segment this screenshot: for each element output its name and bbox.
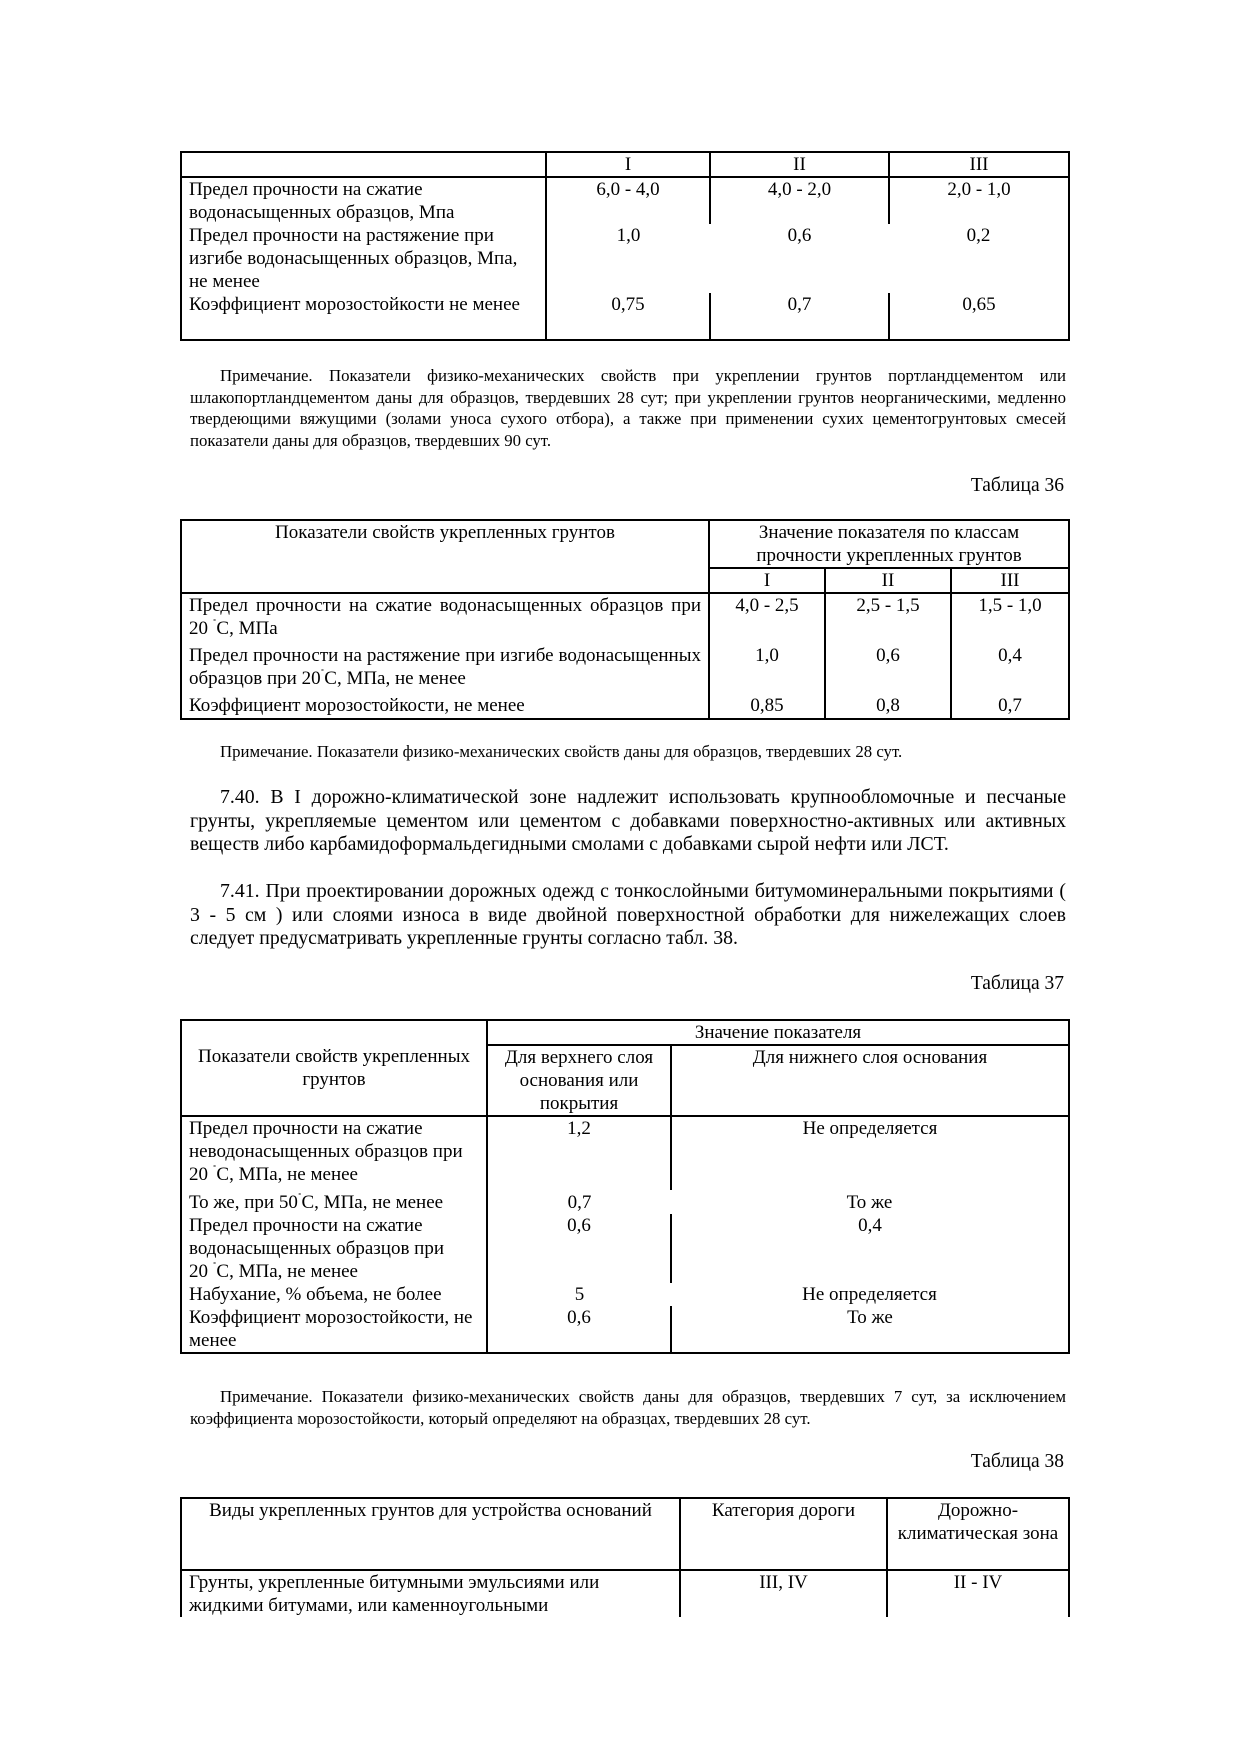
column-header: Показатели свойств укрепленных грунтов <box>181 520 709 593</box>
column-header: Виды укрепленных грунтов для устройства оснований <box>181 1498 680 1570</box>
table-35 <box>180 151 1068 341</box>
cell-value: 4,0 - 2,0 <box>710 177 889 224</box>
group-header: Значение показателя <box>487 1020 1069 1045</box>
note-table-37: Примечание. Показатели физико-механических свойств даны для образцов, твердевших 7 сут, за исключением коэффициента морозостойкости, который определяют на образцах, твердевших 28 сут. <box>190 1387 1066 1428</box>
table-row <box>181 1214 1069 1283</box>
class-header: I <box>546 152 710 177</box>
row-label: Коэффициент морозостойкости, не менее <box>181 694 709 719</box>
cell-value: 0,6 <box>487 1214 671 1283</box>
table-row <box>181 1283 1069 1306</box>
column-header: Для нижнего слоя основания <box>671 1045 1069 1116</box>
group-header: Значение показателя по классам прочности укрепленных грунтов <box>709 520 1069 568</box>
table-row <box>181 293 1069 340</box>
row-label: Предел прочности на растяжение при изгибе водонасыщенных образцов при 20˚С, МПа, не менее <box>181 644 709 694</box>
class-header: I <box>709 568 825 593</box>
class-header: III <box>951 568 1069 593</box>
table-header-row <box>181 1498 1069 1570</box>
column-header: Категория дороги <box>680 1498 887 1570</box>
cell-value: 6,0 - 4,0 <box>546 177 710 224</box>
cell-value: 1,5 - 1,0 <box>951 593 1069 644</box>
cell-value: То же <box>671 1306 1069 1353</box>
cell-value: 0,2 <box>889 224 1069 293</box>
paragraph-7-41: 7.41. При проектировании дорожных одежд с тонкослойными битумоминеральными покрытиями ( 3 - 5 см ) или слоями износа в виде двойной поверхностной обработки для нижележащих слоев следует предусматривать укрепленные грунты согласно табл. 38. <box>190 880 1066 949</box>
table-row <box>181 1306 1069 1353</box>
cell-value: 0,4 <box>671 1214 1069 1283</box>
table-row <box>181 593 1069 644</box>
cell-value: 0,8 <box>825 694 951 719</box>
cell-value: 0,6 <box>487 1306 671 1353</box>
cell-value: 0,85 <box>709 694 825 719</box>
cell-value: 1,2 <box>487 1116 671 1190</box>
cell-value: 5 <box>574 1284 585 1305</box>
cell-value: Не определяется <box>671 1283 1069 1306</box>
row-label: Коэффициент морозостойкости не менее <box>181 293 546 340</box>
cell-value: 0,6 <box>825 644 951 694</box>
table-caption-36: Таблица 36 <box>970 475 1064 496</box>
cell-value: II - IV <box>887 1570 1069 1617</box>
table-row <box>181 224 1069 293</box>
column-header: Показатели свойств укрепленных грунтов <box>181 1020 487 1116</box>
table-row <box>181 644 1069 694</box>
row-label: Грунты, укрепленные битумными эмульсиями или жидкими битумами, или каменноугольными <box>181 1570 680 1617</box>
table-36 <box>180 519 1068 720</box>
table-caption-37: Таблица 37 <box>970 973 1064 994</box>
note-table-36: Примечание. Показатели физико-механических свойств даны для образцов, твердевших 28 сут. <box>220 742 903 761</box>
row-label: Предел прочности на сжатие водонасыщенных образцов при 20 ˚С, МПа, не менее <box>181 1214 487 1283</box>
row-label: Набухание, % объема, не более <box>181 1283 487 1306</box>
cell-value: 0,4 <box>951 644 1069 694</box>
column-header: Для верхнего слоя основания или покрытия <box>487 1045 671 1116</box>
table-row <box>181 177 1069 224</box>
cell-value: 0,6 <box>787 225 812 246</box>
row-label: То же, при 50˚С, МПа, не менее <box>181 1190 487 1214</box>
class-header: III <box>889 152 1069 177</box>
row-label: Предел прочности на сжатие неводонасыщенных образцов при 20 ˚С, МПа, не менее <box>181 1116 487 1190</box>
cell-value: 0,7 <box>567 1192 592 1213</box>
table-row <box>181 1190 1069 1214</box>
table-caption-38: Таблица 38 <box>970 1451 1064 1472</box>
row-label: Предел прочности на сжатие водонасыщенных образцов при 20 ˚С, МПа <box>181 593 709 644</box>
row-label: Коэффициент морозостойкости, не менее <box>181 1306 487 1353</box>
cell-value: 1,0 <box>616 225 641 246</box>
cell-value: 0,75 <box>546 293 710 340</box>
class-header: II <box>825 568 951 593</box>
cell-value: 2,0 - 1,0 <box>889 177 1069 224</box>
table-header-row <box>181 520 1069 568</box>
note-table-35: Примечание. Показатели физико-механических свойств при укреплении грунтов портландцементом или шлакопортландцементом даны для образцов, твердевших 28 сут; при укреплении грунтов неорганическими, медленно твердеющими вяжущими (золами уноса сухого отбора), а также при применении сухих цементогрунтовых смесей показатели даны для образцов, твердевших 90 сут. <box>190 366 1066 450</box>
table-row <box>181 1570 1069 1617</box>
column-header: Дорожно-климатическая зона <box>887 1498 1069 1570</box>
table-header-row <box>181 1020 1069 1045</box>
table-38 <box>180 1497 1068 1617</box>
cell-value: 1,0 <box>709 644 825 694</box>
cell-value: 2,5 - 1,5 <box>825 593 951 644</box>
cell-value: 0,65 <box>889 293 1069 340</box>
cell-value: III, IV <box>680 1570 887 1617</box>
row-label: Предел прочности на сжатие водонасыщенных образцов, Мпа <box>181 177 546 224</box>
table-row <box>181 694 1069 719</box>
row-label: Предел прочности на растяжение при изгибе водонасыщенных образцов, Мпа, не менее <box>181 224 546 293</box>
cell-value: 4,0 - 2,5 <box>709 593 825 644</box>
table-row <box>181 1116 1069 1190</box>
cell-value: 0,7 <box>951 694 1069 719</box>
cell-value: То же <box>671 1190 1069 1214</box>
class-header: II <box>710 152 889 177</box>
paragraph-7-40: 7.40. В I дорожно-климатической зоне надлежит использовать крупнообломочные и песчаные грунты, укрепляемые цементом или цементом с добавками поверхностно-активных или активных веществ либо карбамидоформальдегидными смолами с добавками сырой нефти или ЛСТ. <box>190 786 1066 855</box>
cell-value: Не определяется <box>671 1116 1069 1190</box>
table-37 <box>180 1019 1068 1354</box>
table-header-row <box>181 152 1069 177</box>
cell-value: 0,7 <box>710 293 889 340</box>
